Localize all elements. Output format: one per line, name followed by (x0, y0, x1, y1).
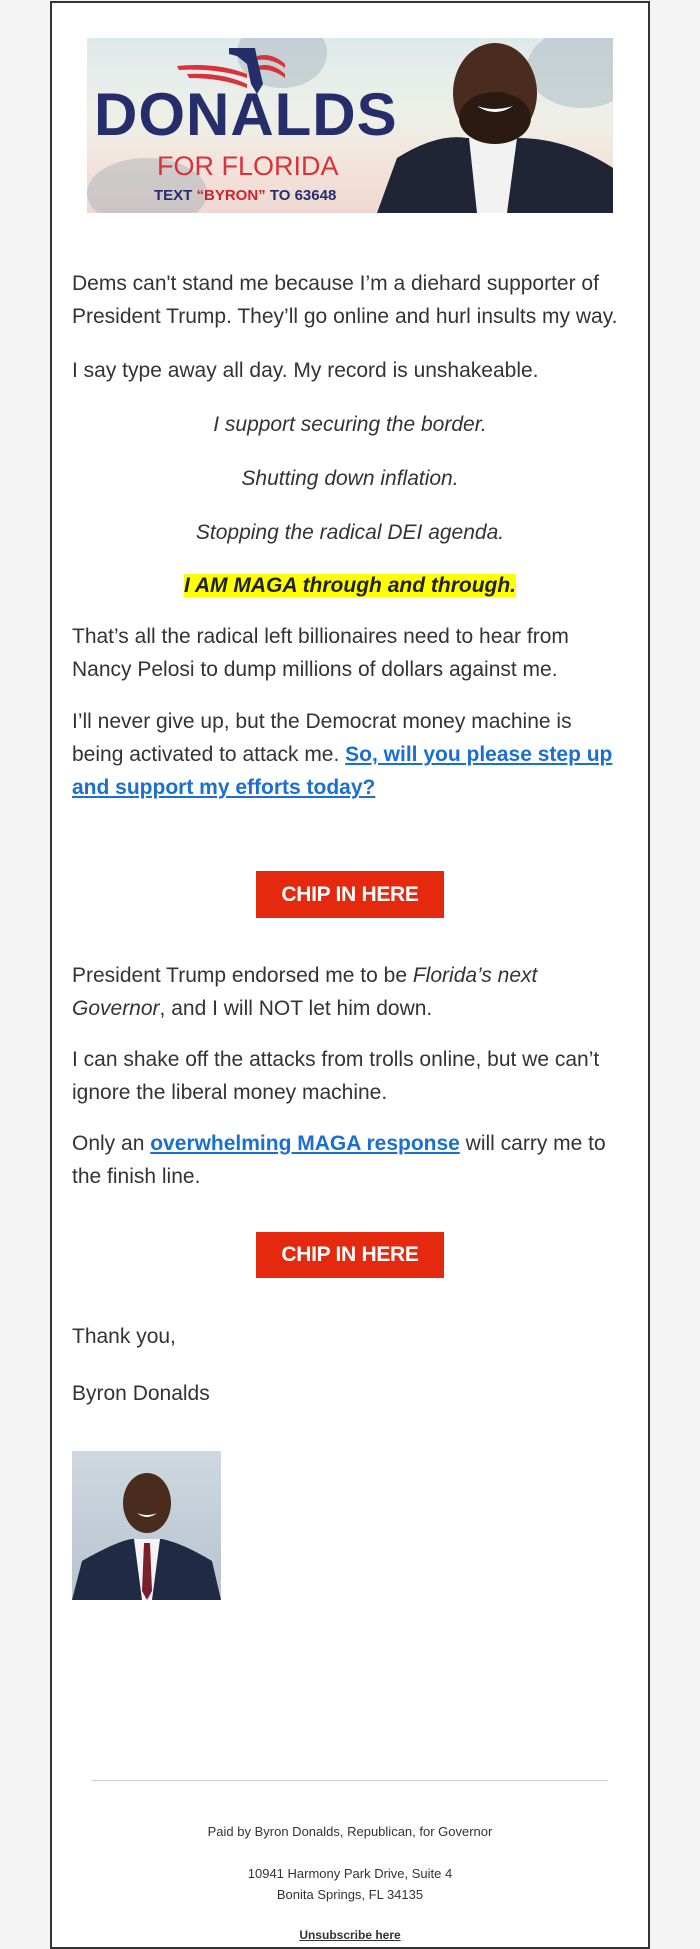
banner-subtitle: FOR FLORIDA (157, 151, 339, 181)
support-link[interactable]: So, will you please step up and support my efforts today? (72, 743, 613, 799)
italic-line: I support securing the border. (213, 413, 487, 436)
signature-name: Byron Donalds (72, 1382, 210, 1405)
header-banner[interactable] (87, 38, 613, 213)
highlighted-text: I AM MAGA through and through. (183, 574, 517, 597)
highlight-line (72, 569, 628, 602)
paragraph: That’s all the radical left billionaires need to hear from Nancy Pelosi to dump millions of dollars against me. (72, 625, 569, 681)
paragraph (72, 1127, 628, 1193)
chip-in-button-2[interactable]: CHIP IN HERE (256, 1232, 444, 1278)
candidate-portrait-image (377, 38, 613, 213)
chip-in-button[interactable]: CHIP IN HERE (256, 871, 444, 918)
paragraph: Dems can't stand me because I’m a diehard supporter of President Trump. They’ll go online and hurl insults my way. (72, 272, 618, 328)
candidate-headshot-image (72, 1451, 221, 1600)
email-body-continued (72, 959, 628, 1193)
banner-text-cta (154, 188, 336, 203)
paragraph: I can shake off the attacks from trolls online, but we can’t ignore the liberal money machine. (72, 1048, 600, 1104)
banner-keyword: “BYRON” (196, 187, 266, 204)
unsubscribe-row (50, 1925, 650, 1946)
paragraph (72, 959, 628, 1025)
unsubscribe-link[interactable]: Unsubscribe here (299, 1928, 401, 1942)
paragraph (72, 705, 628, 804)
paragraph-text: I’ll never give up, but the Democrat money machine is being activated to attack me. (72, 710, 572, 766)
banner-title: DONALDS (94, 81, 398, 148)
paragraph-text: , and I will NOT let him down. (159, 997, 433, 1020)
emphasis-text: Florida’s next Governor (72, 964, 538, 1020)
italic-line: Shutting down inflation. (241, 467, 459, 490)
email-body (72, 267, 628, 804)
italic-line: Stopping the radical DEI agenda. (195, 521, 505, 544)
footer-address-line1: 10941 Harmony Park Drive, Suite 4 (247, 1866, 453, 1881)
sign-off (72, 1320, 628, 1410)
thanks-text: Thank you, (72, 1325, 176, 1348)
banner-text-prefix: TEXT (154, 187, 197, 204)
paragraph-text: will carry me to the finish line. (72, 1132, 606, 1188)
paid-by-disclaimer: Paid by Byron Donalds, Republican, for Governor (207, 1824, 493, 1839)
paragraph-text: Only an (72, 1132, 151, 1155)
maga-response-link[interactable]: overwhelming MAGA response (150, 1132, 460, 1155)
footer-address-line2: Bonita Springs, FL 34135 (276, 1887, 424, 1902)
paragraph-text: President Trump endorsed me to be (72, 964, 413, 987)
footer-divider (92, 1780, 608, 1781)
banner-text-suffix: TO 63648 (265, 187, 337, 204)
paragraph: I say type away all day. My record is unshakeable. (72, 359, 539, 382)
